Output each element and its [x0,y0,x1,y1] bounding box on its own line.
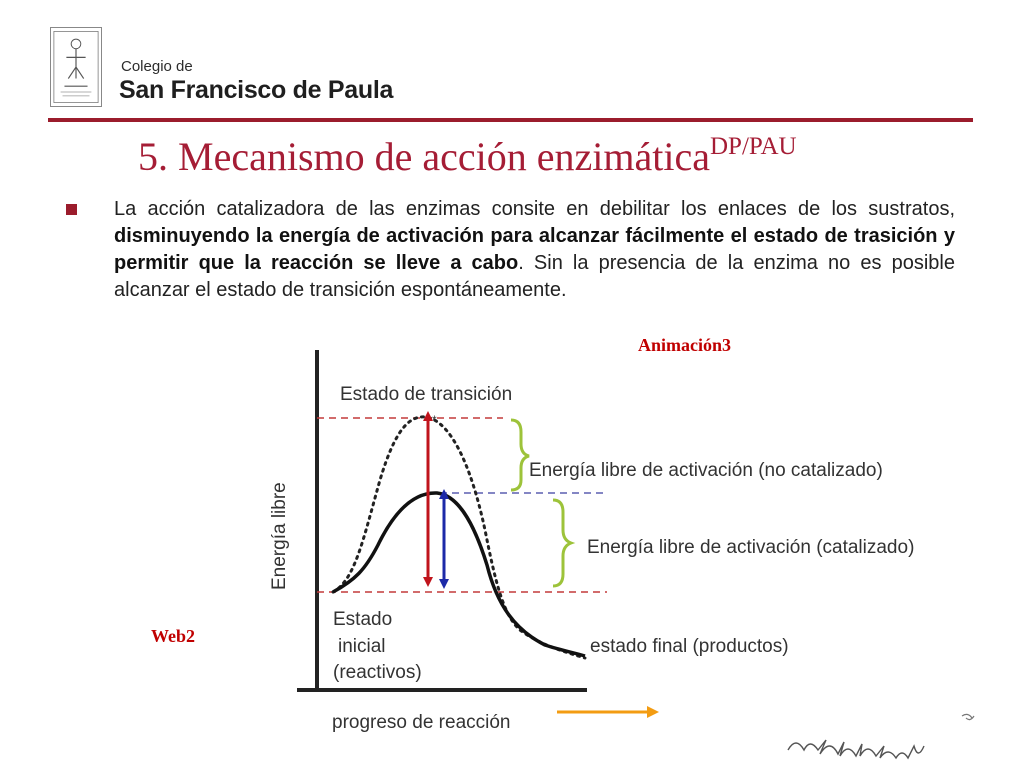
initial-state-label-line1: Estado [333,609,393,630]
school-name-line1: Colegio de [121,58,193,75]
animation-link[interactable]: Animación3 [638,335,732,355]
bullet-text-bold: disminuyendo la energía de activación para alcanzar fácilmente el estado de trasición y permitir que la reacción se lleve a cabo [114,225,955,274]
energy-diagram [245,340,970,740]
slide-title [138,133,797,180]
transition-state-label: Estado de transición [340,384,513,405]
slide-title-superscript: DP/PAU [709,133,797,160]
initial-state-label-line3: (reactivos) [333,662,422,683]
catalyzed-energy-label: Energía libre de activación (catalizado) [587,537,915,558]
bullet-text-part1: La acción catalizadora de las enzimas consite en debilitar los enlaces de los sustratos, [114,198,955,220]
uncatalyzed-brace [511,420,529,490]
school-logo [50,27,102,107]
initial-state-label-line2: inicial [338,636,386,657]
bullet-square-icon [66,204,77,215]
bullet-paragraph [114,196,955,304]
school-name-line2: San Francisco de Paula [119,76,394,104]
handwritten-signature [780,708,980,764]
final-state-label: estado final (productos) [590,636,789,657]
y-axis-label: Energía libre [269,482,290,590]
uncatalyzed-energy-label: Energía libre de activación (no catalizado) [529,460,883,481]
header-divider [48,118,973,122]
slide-title-text: 5. Mecanismo de acción enzimática [138,134,710,179]
transition-state-asterisk: * [432,413,437,427]
bullet-text-part3: . Sin la presencia de la enzima no es posible alcanzar el estado de transición espontáneamente. [114,252,955,301]
web-link[interactable]: Web2 [151,626,196,646]
catalyzed-brace [553,500,571,586]
school-crest-icon [51,28,101,106]
x-axis-label: progreso de reacción [332,712,511,733]
